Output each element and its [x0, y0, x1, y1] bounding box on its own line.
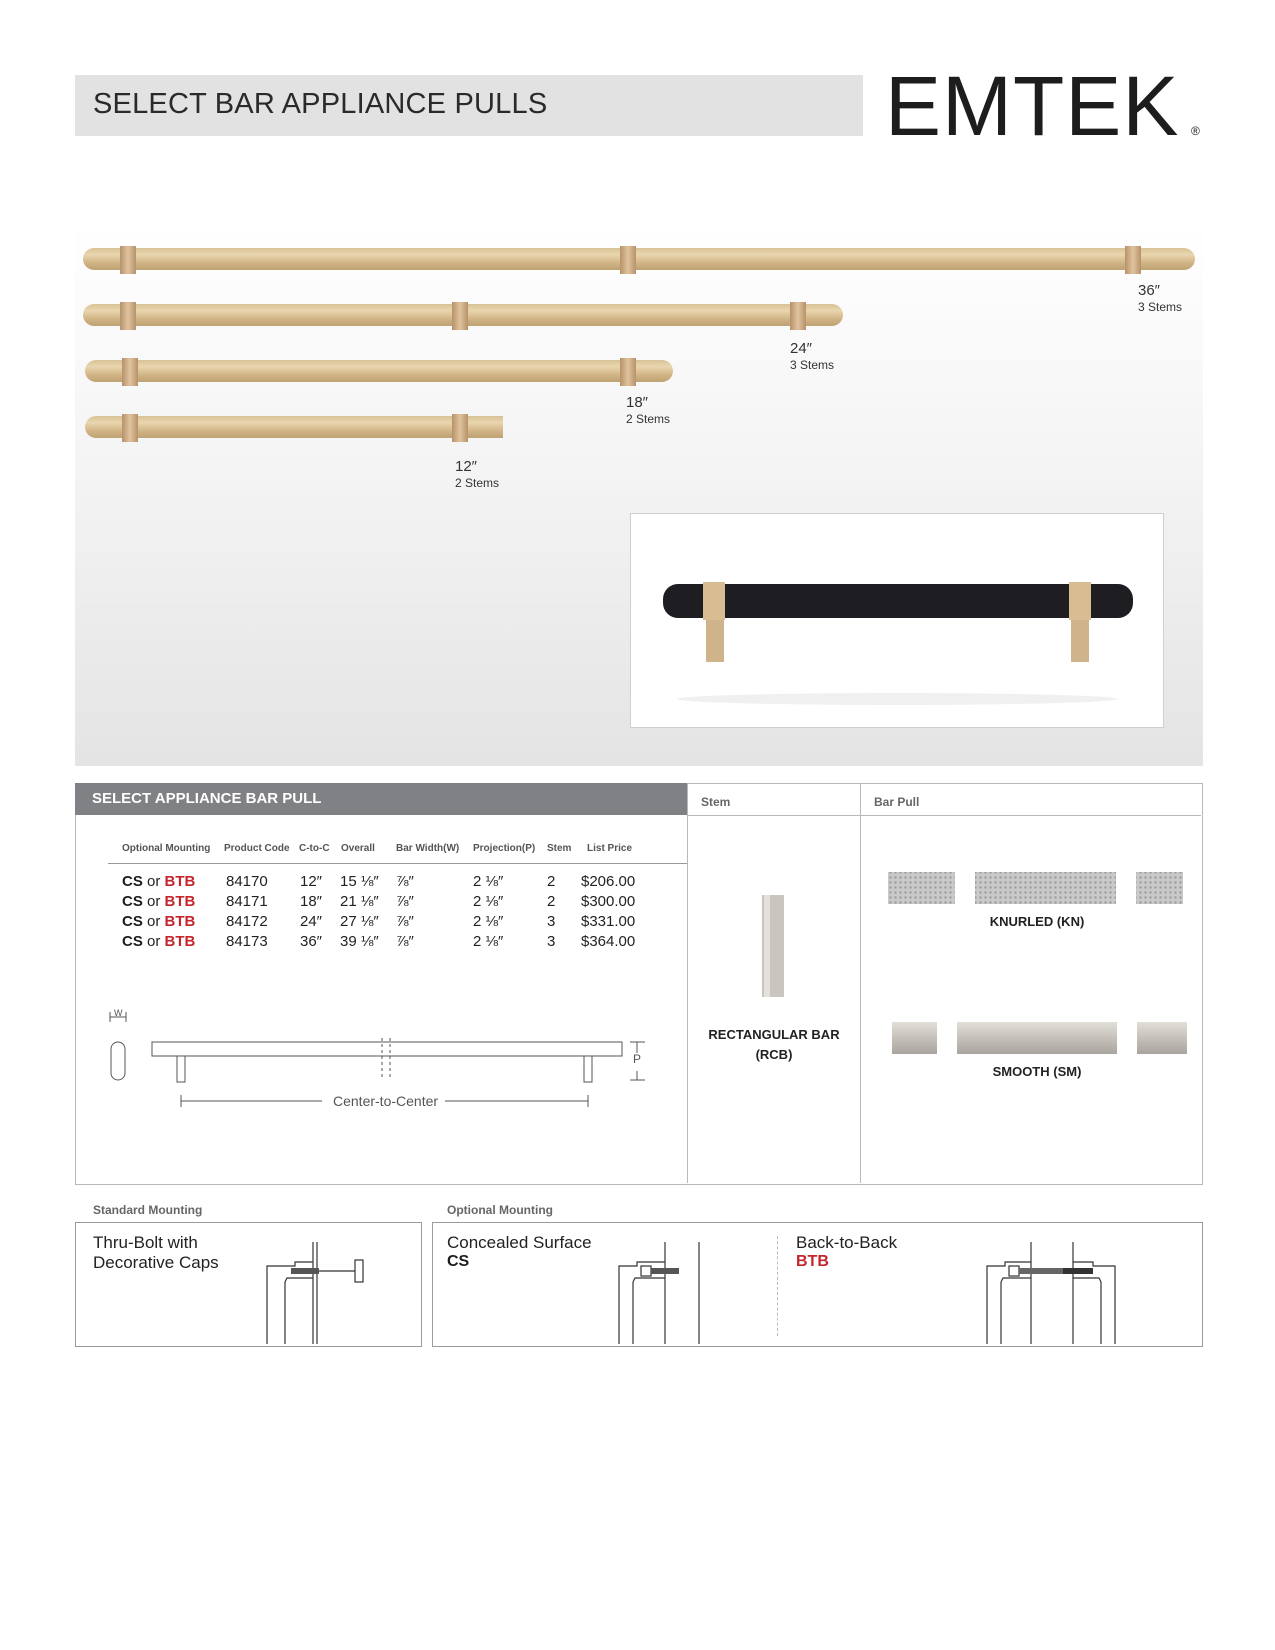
divider [687, 783, 688, 1183]
back-to-back-text: Back-to-Back [796, 1233, 898, 1252]
rectangular-stem-image [710, 895, 858, 1000]
standard-mounting-text [93, 1233, 219, 1273]
bar-24-stems: 3 Stems [790, 358, 835, 372]
stem-column-header: Stem [701, 795, 731, 809]
list-price: $206.00 [581, 873, 636, 890]
bar-stem [790, 302, 806, 330]
stem-option-line1: RECTANGULAR BAR [708, 1027, 840, 1042]
cs-code: CS [447, 1253, 470, 1270]
divider [687, 815, 1201, 816]
bar-12-length: 12″ [455, 458, 477, 475]
registered-mark: ® [1191, 124, 1200, 138]
page-title: SELECT BAR APPLIANCE PULLS [93, 88, 548, 120]
mounting-options: CS or BTB [122, 873, 196, 890]
bar-stem [1125, 246, 1141, 274]
overall: 27 ⅛″ [340, 913, 379, 930]
bar-stem [120, 302, 136, 330]
bar-stem [452, 414, 468, 442]
bar-column-header: Bar Pull [874, 795, 920, 809]
concealed-text: Concealed Surface [447, 1233, 592, 1252]
product-photo-frame [630, 513, 1164, 728]
ctc-label: Center-to-Center [333, 1093, 439, 1109]
bar-stem [122, 358, 138, 386]
bar-stem [620, 246, 636, 274]
stem-count: 3 [547, 933, 556, 950]
header-rule [108, 863, 687, 864]
col-product-code: Product Code [224, 843, 290, 854]
ctc: 12″ [300, 873, 322, 890]
col-ctc: C-to-C [299, 843, 330, 854]
projection: 2 ⅛″ [473, 893, 504, 910]
bar-stem [122, 414, 138, 442]
mounting-options: CS or BTB [122, 893, 196, 910]
bar-36-image [83, 248, 1195, 270]
bar-12-stems: 2 Stems [455, 476, 500, 490]
product-code: 84172 [226, 913, 268, 930]
overall: 15 ⅛″ [340, 873, 379, 890]
bar-18-stems: 2 Stems [626, 412, 671, 426]
overall: 39 ⅛″ [340, 933, 379, 950]
ctc: 36″ [300, 933, 322, 950]
stem-count: 3 [547, 913, 556, 930]
btb-code: BTB [796, 1253, 829, 1270]
stem-count: 2 [547, 873, 556, 890]
projection: 2 ⅛″ [473, 913, 504, 930]
bar-12-image [85, 416, 503, 438]
standard-mounting-label: Standard Mounting [93, 1203, 203, 1217]
spec-table-title: SELECT APPLIANCE BAR PULL [92, 790, 322, 807]
col-stem: Stem [547, 843, 572, 854]
bar-stem [620, 358, 636, 386]
bar-width: ⅞″ [396, 893, 414, 910]
mounting-divider [777, 1236, 778, 1336]
black-bar-pull-image [631, 514, 1163, 727]
ctc: 18″ [300, 893, 322, 910]
ctc: 24″ [300, 913, 322, 930]
concealed-surface-diagram [617, 1240, 707, 1345]
thru-bolt-diagram [265, 1240, 375, 1345]
col-overall: Overall [341, 843, 375, 854]
brand-logo: EMTEK [885, 59, 1180, 153]
bar-36-length: 36″ [1138, 282, 1160, 299]
bar-stem [120, 246, 136, 274]
list-price: $364.00 [581, 933, 636, 950]
mounting-options: CS or BTB [122, 933, 196, 950]
knurled-label: KNURLED (KN) [989, 914, 1085, 929]
mounting-options: CS or BTB [122, 913, 196, 930]
back-to-back-diagram [985, 1240, 1120, 1345]
col-bar-width: Bar Width(W) [396, 843, 460, 854]
p-label: P [633, 1052, 642, 1066]
bar-width: ⅞″ [396, 913, 414, 930]
bar-width: ⅞″ [396, 933, 414, 950]
smooth-label: SMOOTH (SM) [992, 1064, 1082, 1079]
col-optional-mounting: Optional Mounting [122, 843, 211, 854]
stem-option-line2: (RCB) [755, 1047, 793, 1062]
bar-width: ⅞″ [396, 873, 414, 890]
bar-24-length: 24″ [790, 340, 812, 357]
knurled-bar-image [888, 870, 1183, 910]
stem-count: 2 [547, 893, 556, 910]
bar-18-image [85, 360, 673, 382]
product-code: 84173 [226, 933, 268, 950]
optional-mounting-label: Optional Mounting [447, 1203, 553, 1217]
bar-stem [452, 302, 468, 330]
standard-line1: Thru-Bolt with [93, 1233, 198, 1252]
bar-36-stems: 3 Stems [1138, 300, 1183, 314]
smooth-bar-image [892, 1020, 1187, 1060]
col-list-price: List Price [587, 843, 633, 854]
standard-line2: Decorative Caps [93, 1253, 219, 1272]
list-price: $300.00 [581, 893, 636, 910]
bar-18-length: 18″ [626, 394, 648, 411]
projection: 2 ⅛″ [473, 873, 504, 890]
product-code: 84171 [226, 893, 268, 910]
col-projection: Projection(P) [473, 843, 536, 854]
divider [860, 783, 861, 1183]
product-code: 84170 [226, 873, 268, 890]
projection: 2 ⅛″ [473, 933, 504, 950]
overall: 21 ⅛″ [340, 893, 379, 910]
stem-option-label [688, 1025, 860, 1065]
list-price: $331.00 [581, 913, 636, 930]
w-label: W [114, 1008, 123, 1018]
